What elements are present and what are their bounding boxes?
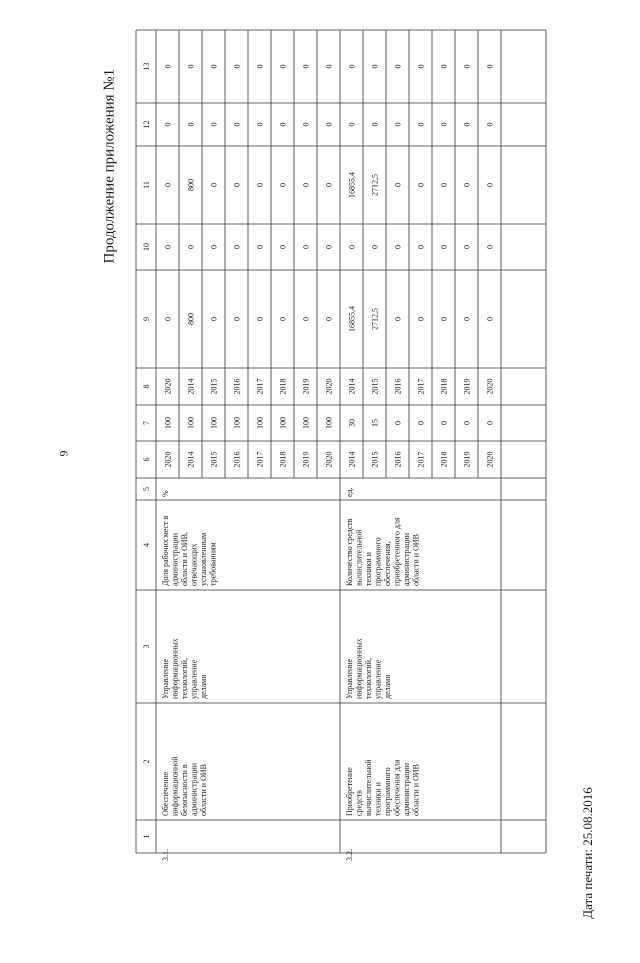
table-cell: 800	[186, 179, 196, 191]
section-executor-line: информационных	[354, 638, 364, 699]
section-indicator-line: программного	[373, 537, 383, 586]
table-cell: 0	[347, 245, 357, 249]
table-cell: 2712,5	[370, 308, 380, 330]
column-number-9: 9	[142, 317, 151, 321]
section-name-line: Приобретение	[345, 767, 354, 816]
table-cell: 0	[416, 421, 426, 425]
table-cell: 0	[416, 64, 426, 69]
table-cell: 0	[186, 64, 196, 69]
page-title: Продолжение приложения №1	[101, 68, 118, 264]
table-cell: 0	[255, 317, 265, 321]
section-indicator-line: области и ОИВ	[411, 534, 421, 586]
table-cell: 0	[301, 122, 311, 127]
section-indicator-line: Доля рабочих мест в	[161, 515, 170, 586]
table-cell: 0	[163, 64, 173, 69]
table-cell: 0	[163, 245, 173, 249]
table-cell: 2015	[209, 451, 219, 468]
section-name-line: техники и	[373, 782, 383, 816]
table-cell: 2020	[485, 451, 495, 468]
table-cell: 0	[186, 122, 196, 127]
section-indicator-line: вычислительной	[354, 529, 364, 586]
table-cell: 2014	[186, 378, 196, 395]
table-cell: 2014	[347, 378, 357, 395]
table-cell: 0	[163, 183, 173, 187]
table-cell: 0	[462, 122, 472, 127]
section-executor-line: управление	[373, 659, 383, 699]
column-number-13: 13	[142, 62, 151, 71]
table-cell: 100	[163, 417, 173, 429]
section-indicator-line: отвечающих	[189, 543, 199, 586]
column-number-3: 3	[142, 644, 151, 649]
table-cell: 0	[301, 317, 311, 321]
column-number-2: 2	[142, 759, 151, 764]
table-cell: 0	[439, 317, 449, 321]
section-executor-line: управление	[189, 659, 199, 699]
section-indicator-line: техники и	[364, 552, 373, 586]
table-cell: 0	[416, 122, 426, 127]
table-cell: 0	[324, 183, 334, 187]
table-cell: 0	[232, 317, 242, 321]
table-cell: 2018	[278, 451, 288, 468]
table-cell: 100	[255, 417, 265, 429]
table-cell: 2712,5	[370, 174, 380, 196]
section-name-line: области и ОИВ	[411, 764, 421, 816]
table-cell: 800	[186, 313, 196, 325]
table-cell: 0	[485, 317, 495, 321]
section-name-line: средств	[354, 790, 364, 816]
table-cell: 2014	[186, 451, 196, 468]
column-number-7: 7	[142, 421, 151, 425]
table-cell: 0	[393, 421, 403, 425]
section-name-line: обеспечения для	[392, 759, 402, 816]
table-cell: 0	[278, 245, 288, 249]
table-cell: 0	[278, 64, 288, 69]
column-number-4: 4	[142, 543, 151, 547]
table-cell: 2017	[416, 378, 426, 395]
table-cell: 0	[439, 245, 449, 249]
table-cell: 0	[462, 317, 472, 321]
table-cell: 0	[255, 64, 265, 69]
table-cell: 2015	[370, 451, 380, 468]
column-number-8: 8	[142, 384, 151, 389]
table-cell: 0	[209, 245, 219, 249]
table-cell: 0	[163, 122, 173, 127]
print-date: Дата печати: 25.08.2016	[580, 787, 595, 919]
section-name-line: области и ОИВ	[199, 764, 208, 816]
table-cell: 0	[416, 245, 426, 249]
table-cell: 0	[393, 245, 403, 249]
section-executor-line: делами	[199, 674, 208, 699]
section-indicator-line: Количество средств	[345, 518, 354, 586]
table-cell: 0	[324, 317, 334, 321]
table-cell: 100	[209, 417, 219, 429]
table-cell: 100	[301, 417, 311, 429]
table-cell: 2016	[232, 378, 242, 395]
table-cell: 0	[209, 317, 219, 321]
table-cell: 2016	[232, 451, 242, 468]
table-cell: 0	[485, 421, 495, 425]
section-executor-line: технологий,	[364, 658, 373, 699]
section-name-line: программного	[383, 767, 392, 816]
section-indicator-line: администрации	[170, 532, 180, 586]
table-cell: 0	[439, 64, 449, 69]
section-indicator-line: администрации	[402, 532, 411, 586]
table-cell: 0	[324, 64, 334, 69]
table-cell: 0	[439, 183, 449, 187]
page-number: 9	[56, 450, 71, 457]
column-number-1: 1	[142, 834, 151, 839]
section-executor-line: технологий,	[180, 658, 189, 699]
table-cell: 2018	[439, 451, 449, 468]
table-cell: 100	[324, 417, 334, 429]
table-cell: 0	[462, 421, 472, 425]
table-cell: 0	[370, 245, 380, 249]
table-cell: 0	[232, 64, 242, 69]
section-unit: ед.	[345, 487, 354, 497]
table-cell: 16855,4	[347, 306, 357, 332]
section-executor-line: делами	[383, 674, 392, 699]
table-cell: 16855,4	[347, 172, 357, 198]
table-cell: 0	[255, 183, 265, 187]
table-cell: 2019	[301, 378, 311, 395]
column-number-6: 6	[142, 457, 151, 462]
section-executor-line: Управление	[345, 658, 354, 699]
table-cell: 0	[324, 122, 334, 127]
table-cell: 2016	[393, 451, 403, 468]
table-cell: 0	[301, 245, 311, 249]
section-name-line: администрации	[189, 762, 199, 816]
table-cell: 2015	[209, 378, 219, 395]
table-cell: 0	[255, 122, 265, 127]
table-cell: 0	[485, 64, 495, 69]
table-cell: 2014	[347, 451, 357, 468]
table-cell: 30	[347, 419, 357, 427]
section-name-line: администрации	[402, 762, 411, 816]
table-cell: 0	[347, 64, 357, 69]
table-cell: 0	[485, 183, 495, 187]
table-cell: 2020	[163, 378, 173, 395]
table-cell: 2019	[301, 451, 311, 468]
table-cell: 0	[439, 421, 449, 425]
table-cell: 0	[301, 64, 311, 69]
table-cell: 0	[232, 245, 242, 249]
section-indicator-line: обеспечения,	[383, 541, 392, 586]
table-cell: 0	[209, 122, 219, 127]
table-cell: 0	[278, 183, 288, 187]
table-cell: 2020	[163, 451, 173, 468]
section-indicator-line: установленным	[199, 532, 208, 586]
table-cell: 2020	[485, 378, 495, 395]
table-cell: 2017	[255, 451, 265, 468]
section-number: 3.2.	[345, 849, 354, 861]
table-cell: 0	[324, 245, 334, 249]
section-name-line: безопасности в	[180, 764, 189, 816]
table-cell: 0	[232, 122, 242, 127]
table-cell: 0	[416, 317, 426, 321]
table-cell: 0	[370, 122, 380, 127]
section-name-line: вычислительной	[364, 759, 373, 816]
section-indicator-line: требованиям	[208, 542, 218, 586]
table-cell: 0	[209, 183, 219, 187]
table-cell: 2016	[393, 378, 403, 395]
section-name-line: Обеспечение	[161, 771, 170, 816]
table-cell: 2017	[255, 378, 265, 395]
section-unit: %	[161, 490, 170, 497]
column-number-5: 5	[142, 487, 151, 491]
table-cell: 0	[462, 64, 472, 69]
table-cell: 0	[347, 122, 357, 127]
table-cell: 0	[393, 122, 403, 127]
table-cell: 0	[393, 64, 403, 69]
table-cell: 0	[255, 245, 265, 249]
table-cell: 100	[278, 417, 288, 429]
table-cell: 0	[301, 183, 311, 187]
table-cell: 0	[370, 64, 380, 69]
table-cell: 2017	[416, 451, 426, 468]
section-indicator-line: приобретенного для	[392, 517, 402, 586]
column-number-12: 12	[142, 120, 151, 129]
table-cell: 0	[485, 122, 495, 127]
section-executor-line: Управление	[161, 658, 170, 699]
table-cell: 0	[416, 183, 426, 187]
table-cell: 2019	[462, 451, 472, 468]
table-cell: 0	[393, 317, 403, 321]
section-number: 3.1.	[161, 849, 170, 861]
table-cell: 0	[232, 183, 242, 187]
table-cell: 0	[278, 317, 288, 321]
section-executor-line: информационных	[170, 638, 180, 699]
table-cell: 2018	[439, 378, 449, 395]
table-cell: 0	[209, 64, 219, 69]
table-cell: 2020	[324, 451, 334, 468]
table-cell: 0	[462, 245, 472, 249]
table-cell: 2019	[462, 378, 472, 395]
column-number-10: 10	[142, 243, 151, 251]
table-cell: 0	[485, 245, 495, 249]
table-cell: 0	[393, 183, 403, 187]
table-cell: 2020	[324, 378, 334, 395]
table-cell: 100	[186, 417, 196, 429]
table-cell: 0	[186, 245, 196, 249]
table-cell: 0	[278, 122, 288, 127]
table-cell: 0	[163, 317, 173, 321]
table-cell: 15	[370, 419, 380, 427]
section-name-line: информационной	[170, 756, 180, 816]
table-cell: 100	[232, 417, 242, 429]
column-number-11: 11	[142, 181, 151, 189]
table-cell: 0	[439, 122, 449, 127]
table-cell: 2015	[370, 378, 380, 395]
section-indicator-line: области и ОИВ,	[180, 532, 189, 586]
table-cell: 0	[462, 183, 472, 187]
table-cell: 2018	[278, 378, 288, 395]
